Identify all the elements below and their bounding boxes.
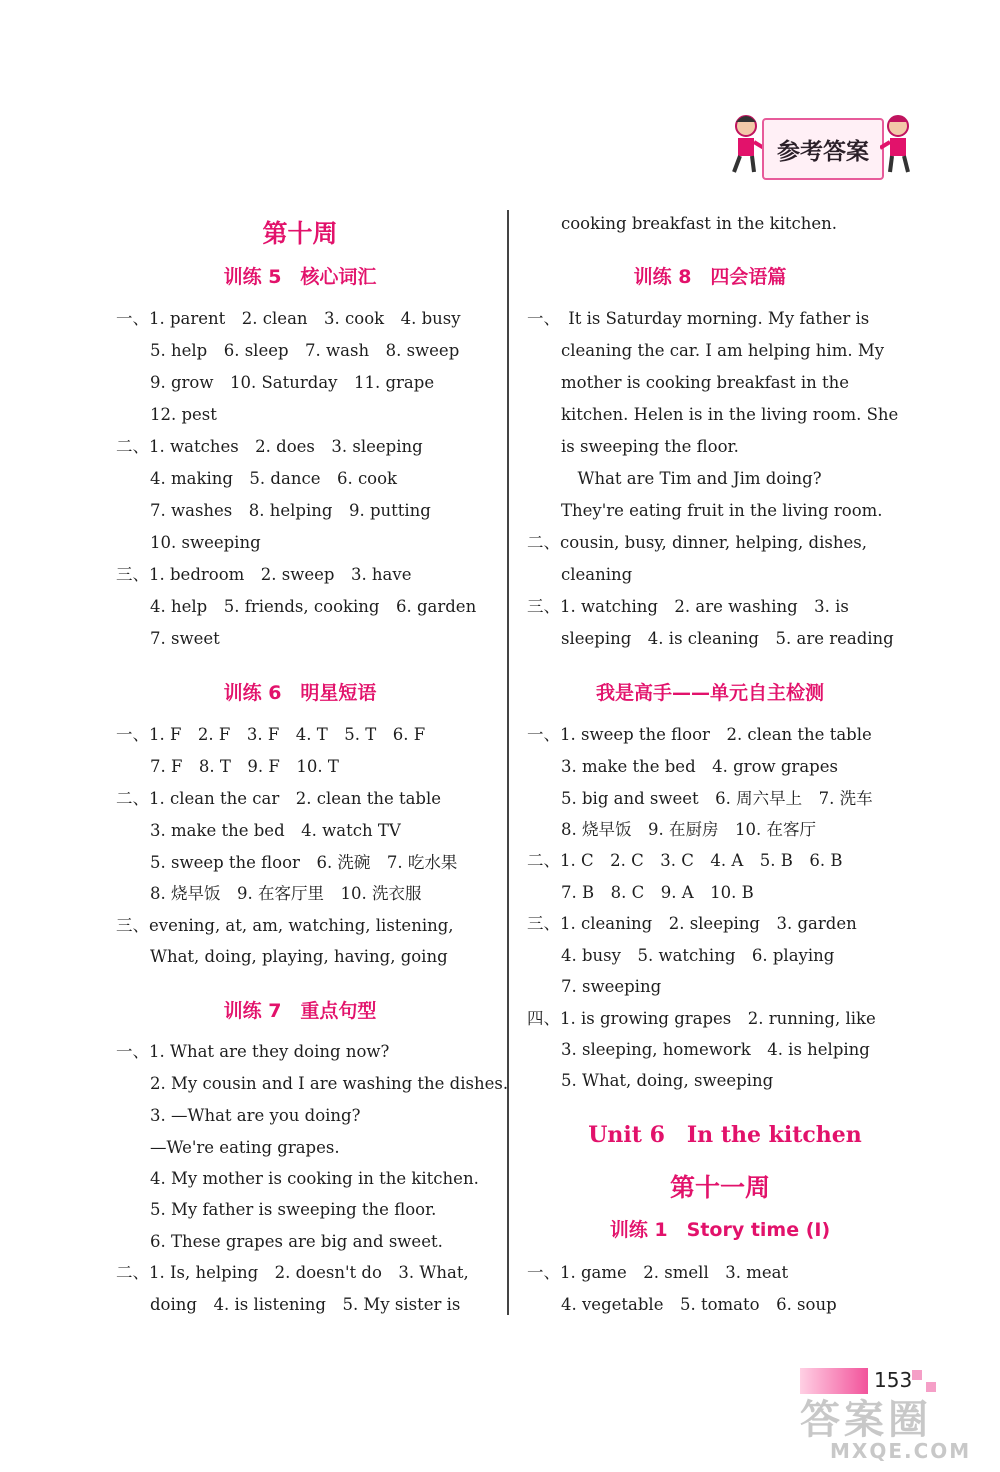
answer-line: 6. These grapes are big and sweet. bbox=[150, 1232, 443, 1251]
page-number: 153 bbox=[874, 1368, 913, 1392]
answer-line: 二、cousin, busy, dinner, helping, dishes, bbox=[527, 533, 867, 552]
week-11-heading: 第十一周 bbox=[669, 1173, 770, 1202]
section-6-heading: 训练 6 明星短语 bbox=[223, 682, 377, 704]
answer-line: sleeping 4. is cleaning 5. are reading bbox=[561, 629, 894, 648]
answer-line: 4. help 5. friends, cooking 6. garden bbox=[150, 597, 477, 616]
answer-line: 一、1. What are they doing now? bbox=[116, 1042, 390, 1061]
answer-line: 9. grow 10. Saturday 11. grape bbox=[150, 373, 435, 392]
cartoon-child-left-icon bbox=[724, 112, 764, 178]
answer-line: 三、1. cleaning 2. sleeping 3. garden bbox=[527, 914, 857, 933]
decor-square bbox=[912, 1370, 922, 1380]
answer-line: 一、1. game 2. smell 3. meat bbox=[527, 1263, 789, 1282]
answer-line: 4. My mother is cooking in the kitchen. bbox=[150, 1169, 479, 1188]
banner-title: 参考答案 bbox=[762, 118, 884, 180]
section-1-heading: 训练 1 Story time (Ⅰ) bbox=[609, 1219, 831, 1241]
answer-line: 3. make the bed 4. grow grapes bbox=[561, 757, 838, 776]
answer-key-banner bbox=[724, 110, 920, 180]
answer-line: 8. 烧早饭 9. 在厨房 10. 在客厅 bbox=[561, 820, 816, 839]
watermark bbox=[800, 1388, 990, 1466]
section-7-heading: 训练 7 重点句型 bbox=[223, 1000, 377, 1022]
unit-test-heading: 我是高手——单元自主检测 bbox=[595, 682, 824, 704]
answer-line: is sweeping the floor. bbox=[561, 437, 739, 456]
answer-line: 7. sweeping bbox=[561, 977, 662, 996]
answer-line: 二、1. Is, helping 2. doesn't do 3. What, bbox=[116, 1263, 469, 1282]
answer-line: 7. sweet bbox=[150, 629, 220, 648]
answer-line: doing 4. is listening 5. My sister is bbox=[150, 1295, 461, 1314]
answer-line: 3. sleeping, homework 4. is helping bbox=[561, 1040, 870, 1059]
answer-line: 5. sweep the floor 6. 洗碗 7. 吃水果 bbox=[150, 853, 458, 872]
cartoon-child-right-icon bbox=[880, 112, 920, 178]
answer-line: 5. big and sweet 6. 周六早上 7. 洗车 bbox=[561, 789, 873, 808]
unit-6-heading: Unit 6 In the kitchen bbox=[588, 1122, 862, 1148]
answer-line: 一、1. parent 2. clean 3. cook 4. busy bbox=[116, 309, 461, 328]
answer-line: cooking breakfast in the kitchen. bbox=[561, 214, 837, 233]
answer-line: 4. busy 5. watching 6. playing bbox=[561, 946, 835, 965]
answer-line: 10. sweeping bbox=[150, 533, 261, 552]
answer-line: 二、1. C 2. C 3. C 4. A 5. B 6. B bbox=[527, 851, 843, 870]
watermark-url: MXQE.COM bbox=[830, 1439, 972, 1463]
answer-line: cleaning bbox=[561, 565, 633, 584]
answer-line: kitchen. Helen is in the living room. She bbox=[561, 405, 899, 424]
answer-line: 7. B 8. C 9. A 10. B bbox=[561, 883, 754, 902]
answer-line: 7. washes 8. helping 9. putting bbox=[150, 501, 431, 520]
answer-line: 四、1. is growing grapes 2. running, like bbox=[527, 1009, 876, 1028]
answer-line: 4. vegetable 5. tomato 6. soup bbox=[561, 1295, 837, 1314]
answer-line: 三、1. watching 2. are washing 3. is bbox=[527, 597, 849, 616]
answer-line: 8. 烧早饭 9. 在客厅里 10. 洗衣服 bbox=[150, 884, 422, 903]
section-5-heading: 训练 5 核心词汇 bbox=[223, 266, 377, 288]
answer-line: —We're eating grapes. bbox=[150, 1138, 340, 1157]
answer-line: What, doing, playing, having, going bbox=[150, 947, 448, 966]
answer-line: 一、 It is Saturday morning. My father is bbox=[527, 309, 870, 328]
answer-line: 12. pest bbox=[150, 405, 217, 424]
answer-line: 5. My father is sweeping the floor. bbox=[150, 1200, 437, 1219]
week-10-heading: 第十周 bbox=[262, 219, 338, 248]
watermark-logo-text: 答案圈 bbox=[800, 1397, 932, 1443]
answer-line: 5. help 6. sleep 7. wash 8. sweep bbox=[150, 341, 460, 360]
section-8-heading: 训练 8 四会语篇 bbox=[633, 266, 787, 288]
answer-line: They're eating fruit in the living room. bbox=[561, 501, 883, 520]
answer-line: 二、1. clean the car 2. clean the table bbox=[116, 789, 442, 808]
answer-line: 5. What, doing, sweeping bbox=[561, 1071, 774, 1090]
answer-line: 4. making 5. dance 6. cook bbox=[150, 469, 398, 488]
answer-line: 2. My cousin and I are washing the dishes. bbox=[150, 1074, 509, 1093]
answer-line: 三、1. bedroom 2. sweep 3. have bbox=[116, 565, 412, 584]
answer-line: 三、evening, at, am, watching, listening, bbox=[116, 916, 454, 935]
answer-line: 一、1. F 2. F 3. F 4. T 5. T 6. F bbox=[116, 725, 426, 744]
answer-line: What are Tim and Jim doing? bbox=[561, 469, 822, 488]
answer-line: 7. F 8. T 9. F 10. T bbox=[150, 757, 339, 776]
answer-line: 3. —What are you doing? bbox=[150, 1106, 361, 1125]
answer-line: 一、1. sweep the floor 2. clean the table bbox=[527, 725, 872, 744]
column-divider bbox=[507, 210, 509, 1315]
answer-line: 二、1. watches 2. does 3. sleeping bbox=[116, 437, 423, 456]
answer-line: mother is cooking breakfast in the bbox=[561, 373, 850, 392]
answer-line: 3. make the bed 4. watch TV bbox=[150, 821, 401, 840]
answer-line: cleaning the car. I am helping him. My bbox=[561, 341, 885, 360]
